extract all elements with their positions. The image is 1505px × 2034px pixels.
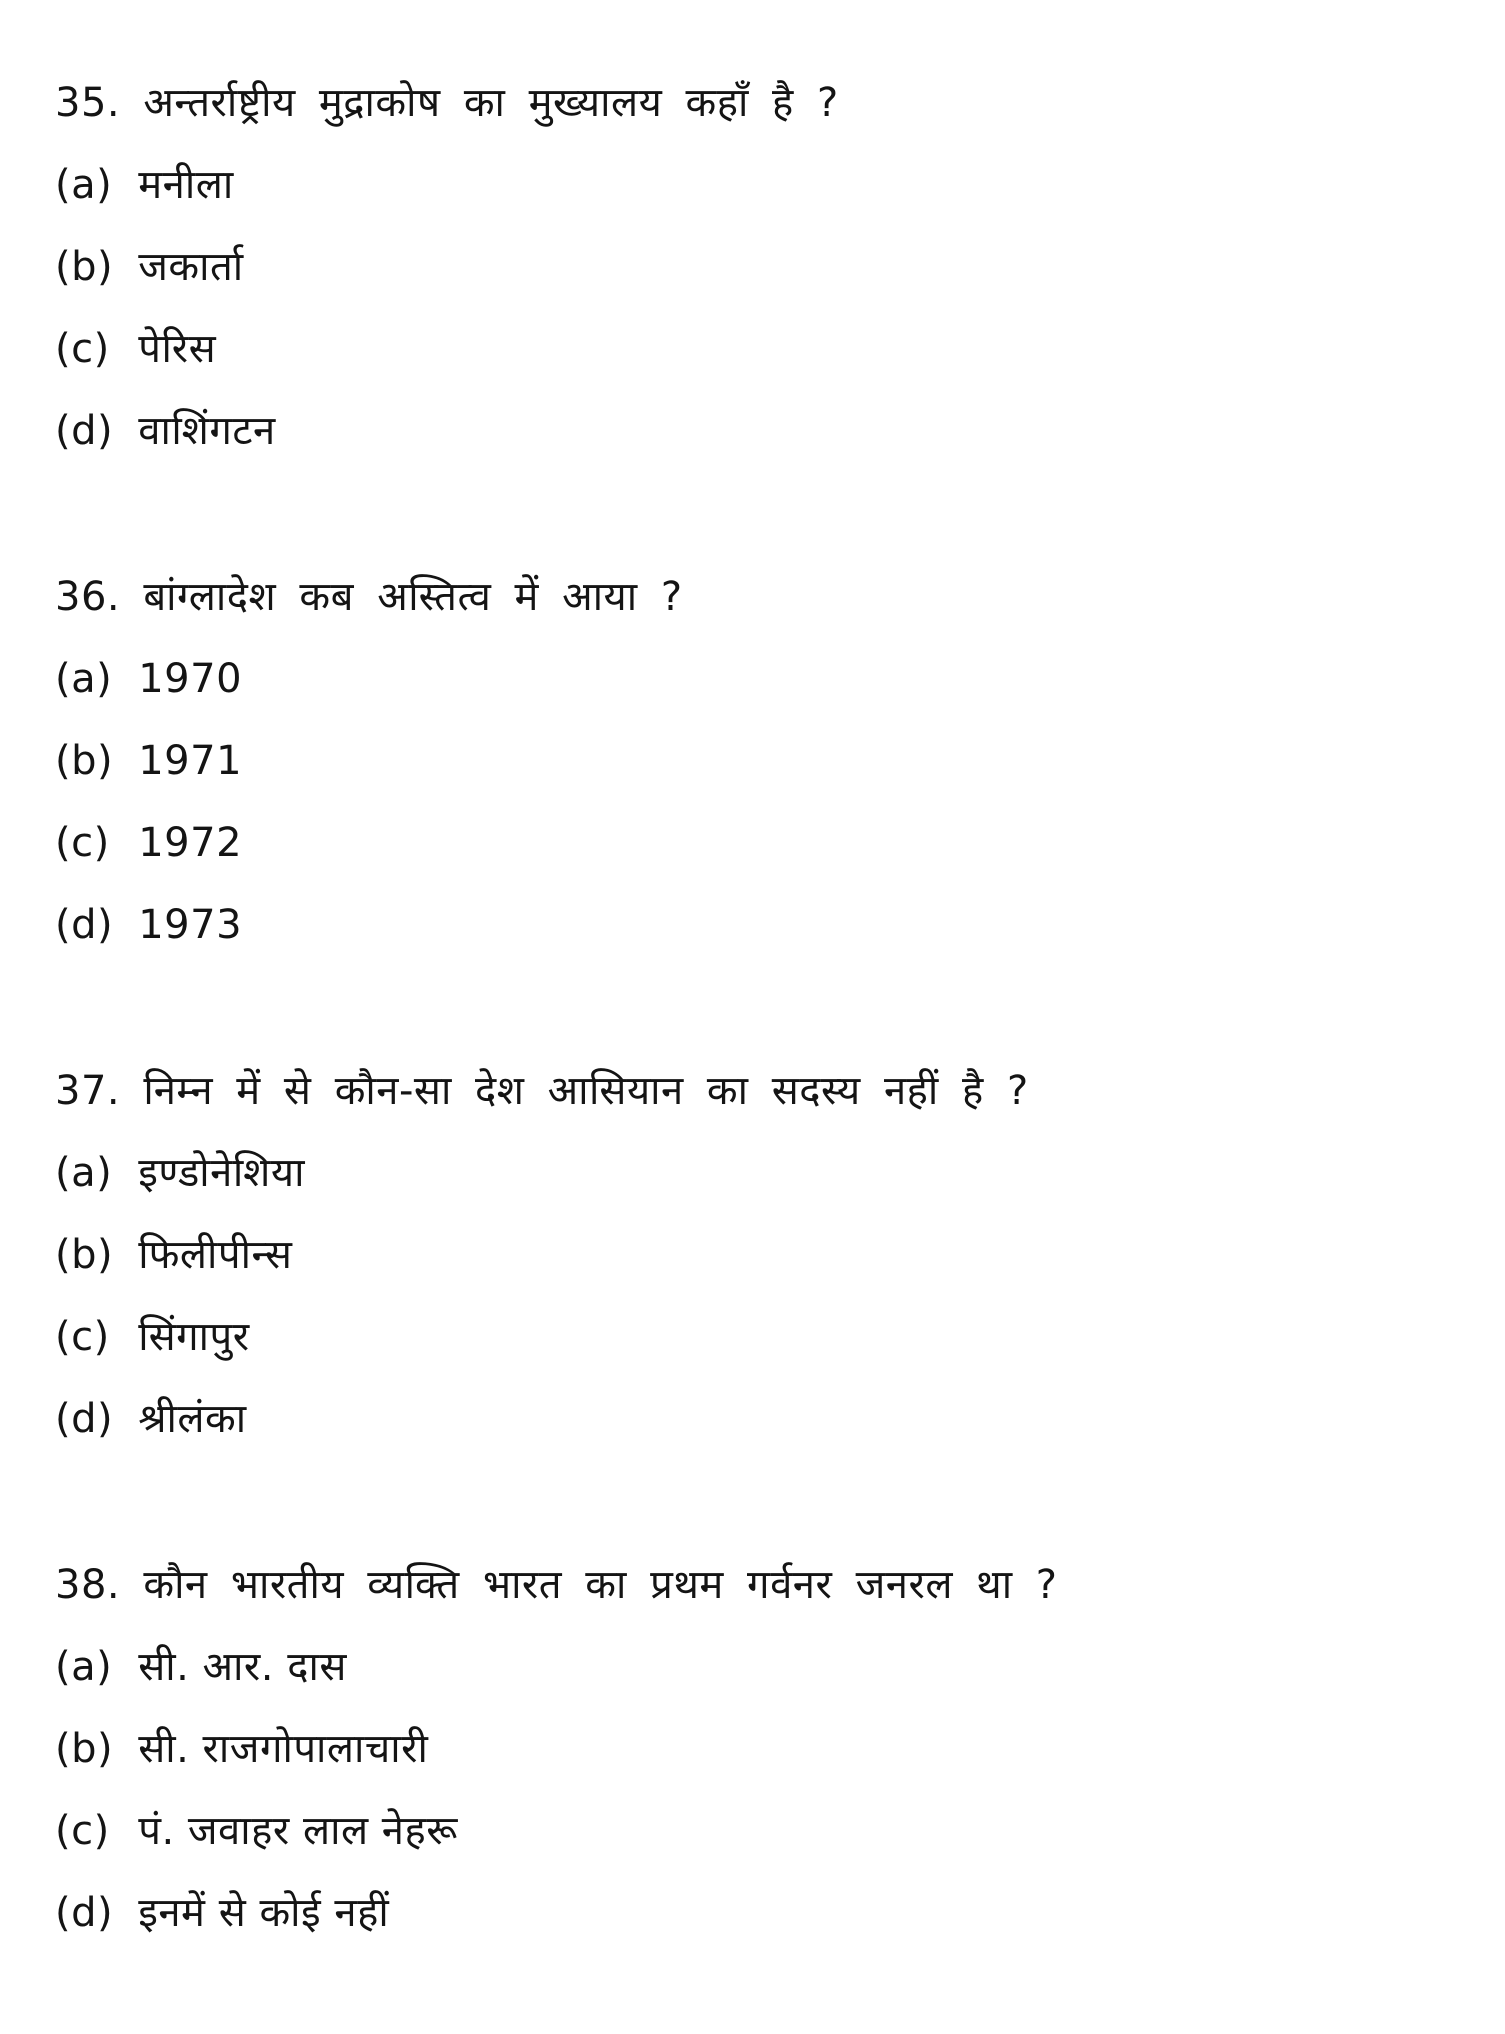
- question-35-text: [55, 62, 1455, 144]
- option-label: (a): [55, 162, 113, 208]
- option-text: 1972: [138, 820, 243, 866]
- option-d: [55, 884, 1455, 966]
- option-label: (c): [55, 1808, 110, 1854]
- option-text: श्रीलंका: [138, 1396, 247, 1442]
- question-36: [55, 556, 1455, 966]
- option-text: जकार्ता: [138, 244, 244, 290]
- option-d: [55, 1378, 1455, 1460]
- question-38-text: [55, 1544, 1455, 1626]
- option-c: [55, 1296, 1455, 1378]
- option-text: इनमें से कोई नहीं: [138, 1890, 390, 1936]
- option-b: [55, 226, 1455, 308]
- option-label: (b): [55, 244, 114, 290]
- option-text: मनीला: [138, 162, 234, 208]
- question-number: 36.: [55, 574, 121, 620]
- option-text: पेरिस: [138, 326, 217, 372]
- option-text: सिंगापुर: [138, 1314, 250, 1360]
- option-c: [55, 802, 1455, 884]
- option-text: वाशिंगटन: [138, 408, 276, 454]
- option-label: (a): [55, 1150, 113, 1196]
- option-a: [55, 144, 1455, 226]
- option-label: (d): [55, 408, 114, 454]
- question-35: [55, 62, 1455, 472]
- question-stem: बांग्लादेश कब अस्तित्व में आया ?: [143, 574, 683, 620]
- option-text: 1973: [138, 902, 243, 948]
- question-38: [55, 1544, 1455, 1954]
- option-label: (c): [55, 820, 110, 866]
- option-label: (b): [55, 738, 114, 784]
- option-label: (d): [55, 1890, 114, 1936]
- option-text: पं. जवाहर लाल नेहरू: [138, 1808, 458, 1854]
- question-stem: अन्तर्राष्ट्रीय मुद्राकोष का मुख्यालय कहाँ है ?: [143, 80, 839, 126]
- option-label: (a): [55, 1644, 113, 1690]
- option-b: [55, 1708, 1455, 1790]
- option-b: [55, 720, 1455, 802]
- question-number: 37.: [55, 1068, 121, 1114]
- option-text: इण्डोनेशिया: [138, 1150, 305, 1196]
- option-c: [55, 308, 1455, 390]
- option-label: (d): [55, 902, 114, 948]
- question-36-text: [55, 556, 1455, 638]
- option-label: (c): [55, 1314, 110, 1360]
- option-label: (d): [55, 1396, 114, 1442]
- option-label: (b): [55, 1726, 114, 1772]
- question-number: 35.: [55, 80, 121, 126]
- question-stem: कौन भारतीय व्यक्ति भारत का प्रथम गर्वनर जनरल था ?: [143, 1562, 1058, 1608]
- option-text: सी. राजगोपालाचारी: [138, 1726, 429, 1772]
- question-37: [55, 1050, 1455, 1460]
- option-a: [55, 1626, 1455, 1708]
- question-stem: निम्न में से कौन-सा देश आसियान का सदस्य नहीं है ?: [143, 1068, 1029, 1114]
- question-number: 38.: [55, 1562, 121, 1608]
- option-a: [55, 1132, 1455, 1214]
- option-a: [55, 638, 1455, 720]
- option-b: [55, 1214, 1455, 1296]
- option-text: 1971: [138, 738, 243, 784]
- option-d: [55, 1872, 1455, 1954]
- option-d: [55, 390, 1455, 472]
- option-label: (c): [55, 326, 110, 372]
- option-c: [55, 1790, 1455, 1872]
- question-37-text: [55, 1050, 1455, 1132]
- option-label: (a): [55, 656, 113, 702]
- option-text: सी. आर. दास: [138, 1644, 347, 1690]
- option-label: (b): [55, 1232, 114, 1278]
- option-text: फिलीपीन्स: [138, 1232, 293, 1278]
- option-text: 1970: [138, 656, 243, 702]
